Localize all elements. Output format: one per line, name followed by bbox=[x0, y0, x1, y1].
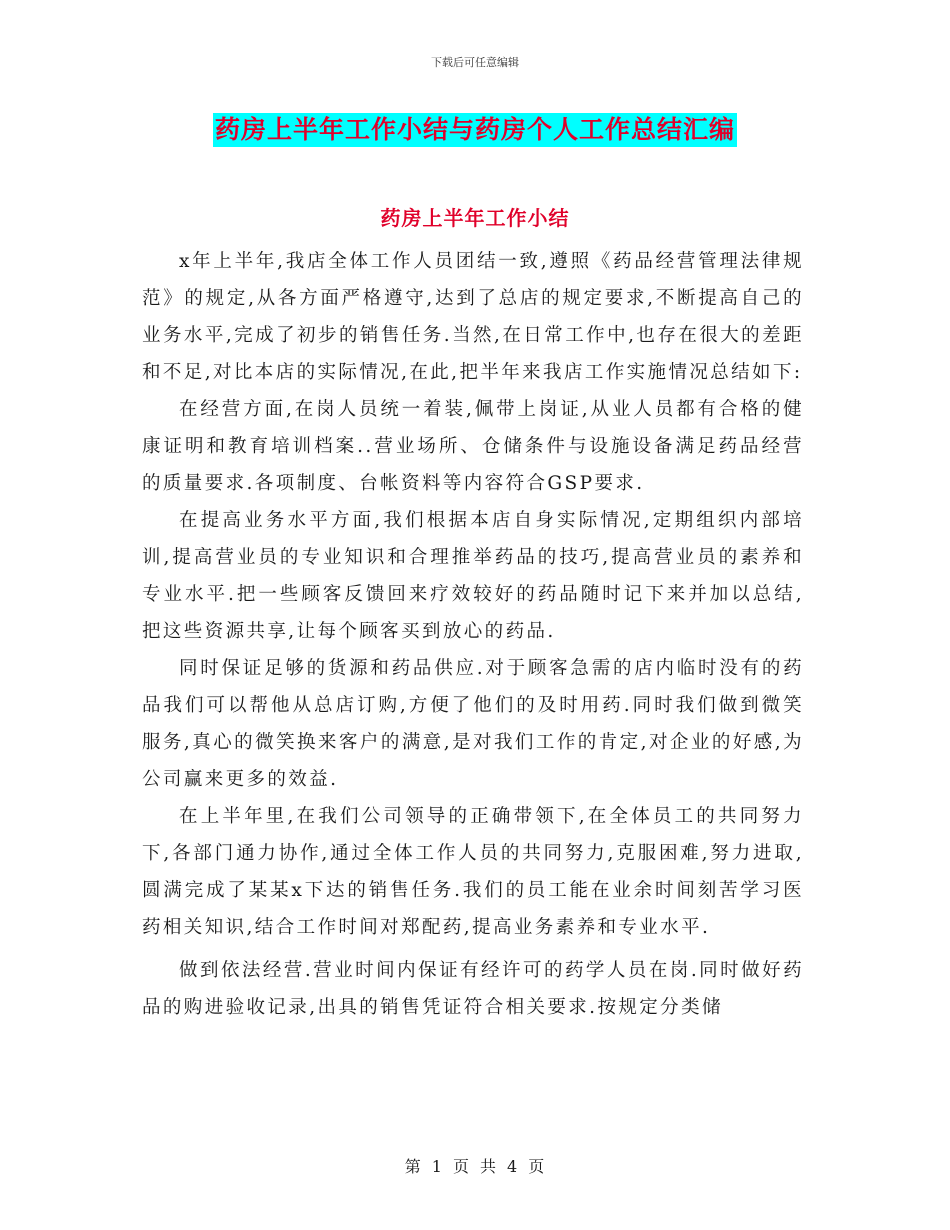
paragraph: 在上半年里,在我们公司领导的正确带领下,在全体员工的共同努力下,各部门通力协作,通过全体工作人员的共同努力,克服困难,努力进取,圆满完成了某某x下达的销售任务.我们的员工能在业余时间刻苦学习医药相关知识,结合工作时间对郑配药,提高业务素养和专业水平. bbox=[142, 806, 804, 938]
total-label: 共 bbox=[480, 1157, 498, 1176]
section-title: 药房上半年工作小结 bbox=[380, 206, 570, 230]
page-footer bbox=[0, 1154, 950, 1177]
page-label: 第 bbox=[404, 1157, 422, 1176]
paragraph: 同时保证足够的货源和药品供应.对于顾客急需的店内临时没有的药品我们可以帮他从总店订购,方便了他们的及时用药.同时我们做到微笑服务,真心的微笑换来客户的满意,是对我们工作的肯定,对企业的好感,为公司赢来更多的效益. bbox=[142, 658, 804, 790]
paragraph: x年上半年,我店全体工作人员团结一致,遵照《药品经营管理法律规范》的规定,从各方面严格遵守,达到了总店的规定要求,不断提高自己的业务水平,完成了初步的销售任务.当然,在日常工作中,也存在很大的差距和不足,对比本店的实际情况,在此,把半年来我店工作实施情况总结如下: bbox=[142, 251, 805, 383]
page-total-number: 4 bbox=[507, 1157, 519, 1176]
paragraph: 在经营方面,在岗人员统一着装,佩带上岗证,从业人员都有合格的健康证明和教育培训档案..营业场所、仓储条件与设施设备满足药品经营的质量要求.各项制度、台帐资料等内容符合GSP要求. bbox=[142, 399, 804, 494]
total-unit: 页 bbox=[528, 1157, 546, 1176]
document-body bbox=[142, 243, 804, 1026]
paragraph: 在提高业务水平方面,我们根据本店自身实际情况,定期组织内部培训,提高营业员的专业知识和合理推举药品的技巧,提高营业员的素养和专业水平.把一些顾客反馈回来疗效较好的药品随时记下来并加以总结,把这些资源共享,让每个顾客买到放心的药品. bbox=[142, 510, 804, 642]
page-current-number: 1 bbox=[431, 1157, 443, 1176]
page-unit: 页 bbox=[452, 1157, 470, 1176]
paragraph: 做到依法经营.营业时间内保证有经许可的药学人员在岗.同时做好药品的购进验收记录,出具的销售凭证符合相关要求.按规定分类储 bbox=[142, 960, 804, 1018]
document-title-container bbox=[0, 113, 950, 147]
page-header-note: 下载后可任意编辑 bbox=[431, 56, 519, 69]
document-title: 药房上半年工作小结与药房个人工作总结汇编 bbox=[213, 113, 737, 147]
